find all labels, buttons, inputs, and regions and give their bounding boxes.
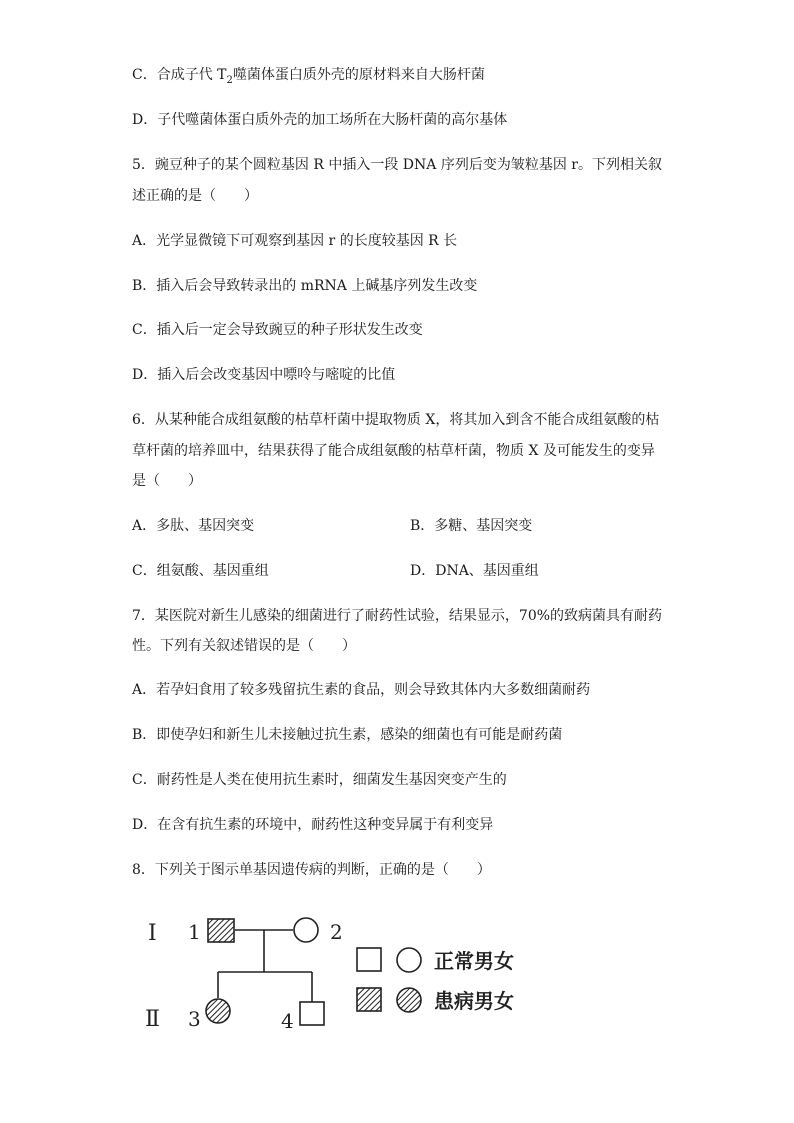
- legend-affected-female-symbol: [397, 988, 421, 1012]
- q7-stem-line1: 7．某医院对新生儿感染的细菌进行了耐药性试验，结果显示，70%的致病菌具有耐药: [132, 608, 663, 624]
- q7-option-a: A．若孕妇食用了较多残留抗生素的食品，则会导致其体内大多数细菌耐药: [132, 682, 591, 698]
- individual-4-number: 4: [281, 1009, 294, 1033]
- legend-normal-female-symbol: [397, 948, 421, 972]
- legend-normal-male-symbol: [357, 948, 381, 971]
- q7-option-c: C．耐药性是人类在使用抗生素时，细菌发生基因突变产生的: [132, 772, 507, 788]
- q5-stem-line1: 5．豌豆种子的某个圆粒基因 R 中插入一段 DNA 序列后变为皱粒基因 r。下列相关叙: [132, 157, 662, 173]
- generation-2-label: Ⅱ: [145, 1007, 160, 1032]
- q4-option-d: D．子代噬菌体蛋白质外壳的加工场所在大肠杆菌的高尔基体: [132, 112, 508, 128]
- q6-stem-line3: 是（ ）: [132, 473, 202, 489]
- q6-stem-line2: 草杆菌的培养皿中，结果获得了能合成组氨酸的枯草杆菌，物质 X 及可能发生的变异: [132, 443, 655, 459]
- individual-3-number: 3: [188, 1007, 201, 1031]
- q6-option-c: C．组氨酸、基因重组: [132, 563, 269, 579]
- individual-3-affected-female: [206, 999, 230, 1023]
- legend-affected-male-symbol: [357, 988, 381, 1011]
- q4-option-c-suffix: 噬菌体蛋白质外壳的原材料来自大肠杆菌: [232, 67, 485, 83]
- q5-option-a: A．光学显微镜下可观察到基因 r 的长度较基因 R 长: [132, 233, 458, 249]
- q6-option-d: D．DNA、基因重组: [410, 563, 539, 579]
- legend-normal-label: 正常男女: [434, 949, 514, 973]
- q5-stem-line2: 述正确的是（ ）: [132, 188, 258, 204]
- individual-2-number: 2: [330, 920, 343, 944]
- q6-stem-line1: 6．从某种能合成组氨酸的枯草杆菌中提取物质 X，将其加入到含不能合成组氨酸的枯: [132, 412, 660, 428]
- q4-option-c-subscript: 2: [226, 74, 233, 86]
- individual-1-affected-male: [208, 919, 234, 942]
- q7-option-b: B．即使孕妇和新生儿未接触过抗生素，感染的细菌也有可能是耐药菌: [132, 727, 563, 743]
- q5-option-d: D．插入后会改变基因中嘌呤与嘧啶的比值: [132, 367, 396, 383]
- individual-2-normal-female: [294, 918, 318, 942]
- generation-1-label: Ⅰ: [148, 921, 157, 946]
- q6-option-b: B．多糖、基因突变: [410, 518, 533, 534]
- q4-option-c-prefix: C．合成子代 T: [132, 67, 227, 83]
- individual-1-number: 1: [188, 920, 201, 944]
- q5-option-b: B．插入后会导致转录出的 mRNA 上碱基序列发生改变: [132, 278, 478, 294]
- q5-option-c: C．插入后一定会导致豌豆的种子形状发生改变: [132, 322, 423, 338]
- q8-stem: 8．下列关于图示单基因遗传病的判断，正确的是（ ）: [132, 862, 491, 878]
- q7-stem-line2: 性。下列有关叙述错误的是（ ）: [132, 638, 356, 654]
- individual-4-normal-male: [300, 1002, 324, 1025]
- q6-option-a: A．多肽、基因突变: [132, 518, 255, 534]
- legend-affected-label: 患病男女: [434, 989, 514, 1013]
- q7-option-d: D．在含有抗生素的环境中，耐药性这种变异属于有利变异: [132, 817, 494, 833]
